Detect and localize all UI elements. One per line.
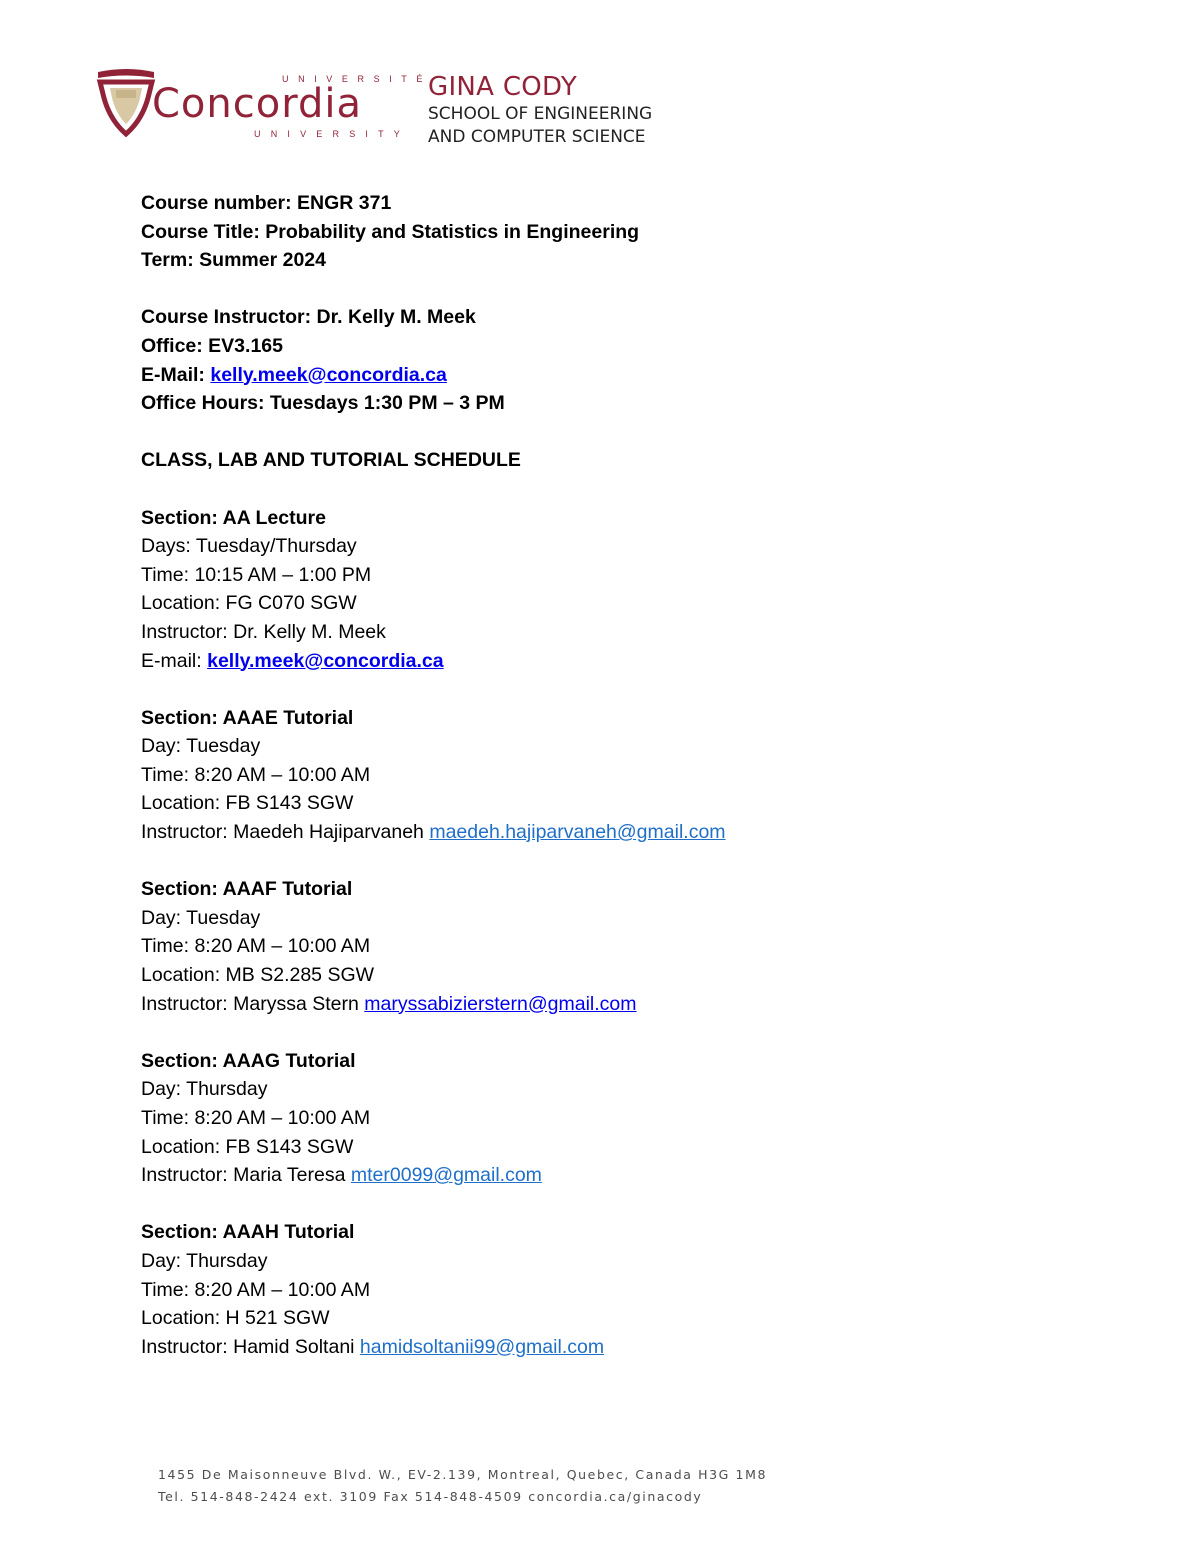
section-heading: Section: AA Lecture: [141, 506, 326, 529]
section-location: Location: FG C070 SGW: [141, 592, 357, 615]
course-instructor: Course Instructor: Dr. Kelly M. Meek: [141, 306, 476, 329]
schedule-heading: CLASS, LAB AND TUTORIAL SCHEDULE: [141, 449, 521, 472]
email-label: E-mail:: [141, 649, 208, 672]
section-aaaf-tutorial: [141, 875, 1141, 1018]
section-location: Location: MB S2.285 SGW: [141, 964, 375, 987]
concordia-wordmark: Concordia: [152, 81, 362, 127]
course-term: Term: Summer 2024: [141, 249, 326, 272]
instructor-office: Office: EV3.165: [141, 334, 283, 357]
email-label: E-Mail:: [141, 363, 211, 386]
section-days: Day: Thursday: [141, 1249, 268, 1272]
footer-contact: Tel. 514-848-2424 ext. 3109 Fax 514-848-4509 concordia.ca/ginacody: [158, 1489, 703, 1504]
section-email-link[interactable]: kelly.meek@concordia.ca: [207, 649, 444, 672]
section-heading: Section: AAAH Tutorial: [141, 1221, 355, 1244]
school-line-1: SCHOOL OF ENGINEERING: [428, 104, 653, 124]
section-days: Days: Tuesday/Thursday: [141, 535, 357, 558]
section-time: Time: 8:20 AM – 10:00 AM: [141, 1278, 371, 1301]
section-time: Time: 8:20 AM – 10:00 AM: [141, 1107, 371, 1129]
section-location: Location: FB S143 SGW: [141, 792, 354, 815]
section-aaae-tutorial: [141, 704, 1141, 847]
section-instructor: Instructor: Maryssa Stern: [141, 992, 365, 1015]
section-days: Day: Tuesday: [141, 735, 261, 758]
letterhead-footer: [158, 1464, 767, 1508]
university-top-text: UNIVERSITÉ: [282, 74, 433, 84]
school-line-2: AND COMPUTER SCIENCE: [428, 127, 646, 147]
section-email-link[interactable]: mter0099@gmail.com: [350, 1164, 542, 1187]
section-heading: Section: AAAG Tutorial: [141, 1049, 356, 1072]
section-email-link[interactable]: maedeh.hajiparvaneh@gmail.com: [429, 821, 726, 844]
section-time: Time: 8:20 AM – 10:00 AM: [141, 763, 371, 786]
section-instructor: Instructor: Maedeh Hajiparvaneh: [141, 821, 430, 844]
section-email-link[interactable]: maryssabizierstern@gmail.com: [364, 992, 637, 1015]
section-instructor-line: [141, 818, 1141, 847]
school-name: GINA CODY: [428, 72, 578, 102]
section-instructor-line: [141, 1333, 1141, 1362]
section-instructor: Instructor: Maria Teresa: [141, 1164, 351, 1187]
concordia-shield-icon: [96, 68, 156, 140]
section-instructor-line: [141, 990, 1141, 1019]
footer-address: 1455 De Maisonneuve Blvd. W., EV-2.139, Montreal, Quebec, Canada H3G 1M8: [158, 1467, 768, 1482]
section-heading: Section: AAAE Tutorial: [141, 706, 354, 729]
section-days: Day: Tuesday: [141, 906, 261, 929]
section-email-link[interactable]: hamidsoltanii99@gmail.com: [359, 1335, 605, 1358]
letterhead: [96, 66, 716, 156]
section-instructor: Instructor: Hamid Soltani: [141, 1335, 360, 1358]
section-location: Location: H 521 SGW: [141, 1307, 330, 1330]
section-time: Time: 8:20 AM – 10:00 AM: [141, 935, 371, 958]
instructor-email-line: [141, 361, 1141, 390]
section-email-line: [141, 647, 1141, 676]
instructor-email-link[interactable]: kelly.meek@concordia.ca: [210, 363, 447, 386]
office-hours: Office Hours: Tuesdays 1:30 PM – 3 PM: [141, 392, 505, 415]
section-aaag-tutorial: [141, 1047, 1141, 1190]
course-number: Course number: ENGR 371: [141, 192, 392, 214]
section-location: Location: FB S143 SGW: [141, 1135, 354, 1158]
school-subtitle: [428, 103, 652, 149]
section-aaah-tutorial: [141, 1218, 1141, 1361]
course-title: Course Title: Probability and Statistics in Engineering: [141, 220, 640, 243]
university-bottom-text: UNIVERSITY: [254, 129, 411, 139]
section-time: Time: 10:15 AM – 1:00 PM: [141, 563, 372, 586]
section-days: Day: Thursday: [141, 1078, 268, 1101]
section-instructor-line: [141, 1161, 1141, 1190]
course-outline: [141, 189, 1141, 1361]
section-heading: Section: AAAF Tutorial: [141, 878, 353, 901]
section-instructor: Instructor: Dr. Kelly M. Meek: [141, 620, 386, 643]
section-aa-lecture: [141, 504, 1141, 676]
